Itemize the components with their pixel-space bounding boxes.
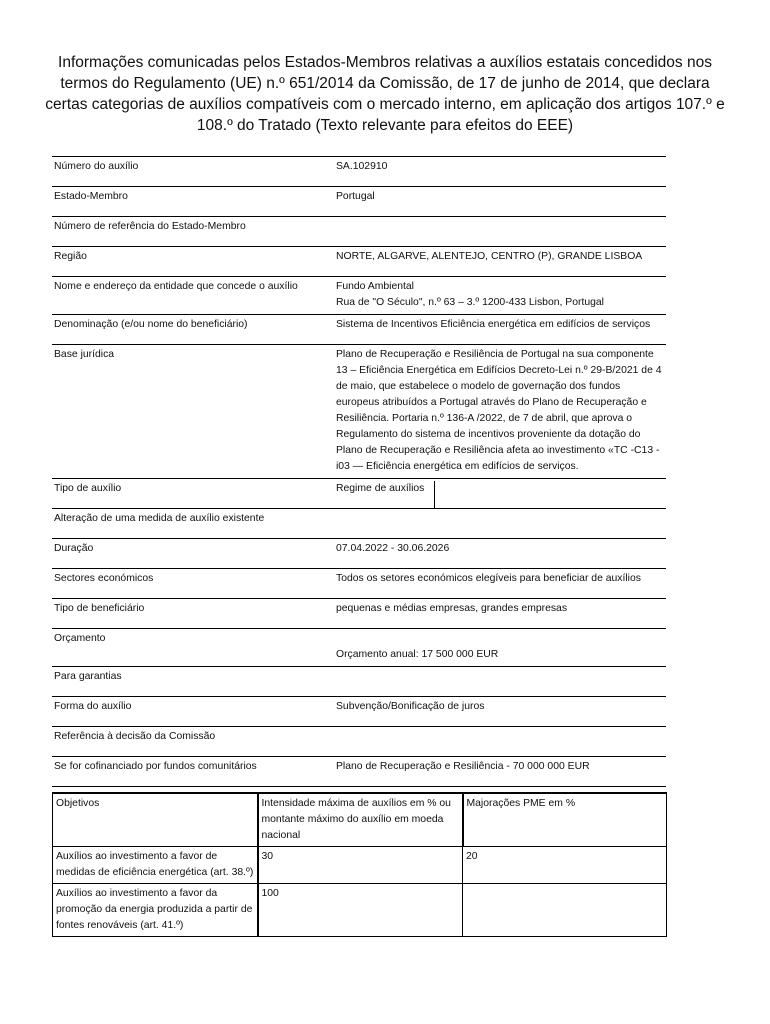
sme-cell: 20: [463, 847, 667, 884]
row-label: Alteração de uma medida de auxílio existente: [52, 509, 334, 539]
objective-cell: Auxílios ao investimento a favor de medidas de eficiência energética (art. 38.º): [53, 847, 258, 884]
aid-type-value: Regime de auxílios: [336, 481, 435, 509]
sme-cell: [463, 884, 667, 937]
table-row: [52, 727, 666, 757]
row-value: [334, 277, 666, 315]
row-label: Para garantias: [52, 667, 334, 697]
table-row: [52, 629, 666, 667]
row-value: pequenas e médias empresas, grandes empresas: [334, 599, 666, 629]
row-value: Plano de Recuperação e Resiliência - 70 000 000 EUR: [334, 757, 666, 787]
table-row: [53, 847, 667, 884]
row-value: Todos os setores económicos elegíveis para beneficiar de auxílios: [334, 569, 666, 599]
row-value: [334, 217, 666, 247]
row-value: [334, 727, 666, 757]
row-label: Forma do auxílio: [52, 697, 334, 727]
row-label: Região: [52, 247, 334, 277]
table-row: [52, 757, 666, 787]
entity-name: Fundo Ambiental: [336, 281, 414, 292]
table-row: [52, 599, 666, 629]
row-label: Orçamento: [52, 629, 334, 667]
document-title: Informações comunicadas pelos Estados-Membros relativas a auxílios estatais concedidos nos termos do Regulamento (UE) n.º 651/2014 da Comissão, de 17 de junho de 2014, que declara certas categorias de auxílios compatíveis com o mercado interno, em aplicação dos artigos 107.º e 108.º do Tratado (Texto relevante para efeitos do EEE): [45, 54, 725, 134]
row-label: Estado-Membro: [52, 187, 334, 217]
objectives-table: [52, 792, 667, 937]
objectives-header-row: [53, 793, 667, 847]
table-row: [53, 884, 667, 937]
row-value: [334, 509, 666, 539]
table-row: [52, 569, 666, 599]
row-label: Se for cofinanciado por fundos comunitários: [52, 757, 334, 787]
table-row: [52, 479, 666, 509]
objectives-header: Objetivos: [53, 793, 258, 847]
intensity-cell: 100: [258, 884, 463, 937]
table-row: [52, 539, 666, 569]
row-value: [334, 667, 666, 697]
table-row: [52, 247, 666, 277]
intensity-cell: 30: [258, 847, 463, 884]
row-label: Denominação (e/ou nome do beneficiário): [52, 315, 334, 345]
row-label: Duração: [52, 539, 334, 569]
row-label: Número do auxílio: [52, 157, 334, 187]
row-value: NORTE, ALGARVE, ALENTEJO, CENTRO (P), GRANDE LISBOA: [334, 247, 666, 277]
table-row: [52, 667, 666, 697]
objective-cell: Auxílios ao investimento a favor da promoção da energia produzida a partir de fontes renováveis (art. 41.º): [53, 884, 258, 937]
aid-info-table: [52, 156, 666, 787]
row-value: Orçamento anual: 17 500 000 EUR: [334, 629, 666, 667]
table-row: [52, 697, 666, 727]
row-label: Nome e endereço da entidade que concede o auxílio: [52, 277, 334, 315]
table-row: [52, 315, 666, 345]
row-value: 07.04.2022 - 30.06.2026: [334, 539, 666, 569]
row-label: Referência à decisão da Comissão: [52, 727, 334, 757]
table-row: [52, 157, 666, 187]
row-label: Tipo de beneficiário: [52, 599, 334, 629]
table-row: [52, 345, 666, 479]
row-value: [334, 479, 666, 509]
row-value: Sistema de Incentivos Eficiência energética em edifícios de serviços: [334, 315, 666, 345]
row-value: Subvenção/Bonificação de juros: [334, 697, 666, 727]
table-row: [52, 509, 666, 539]
table-row: [52, 217, 666, 247]
entity-address: Rua de "O Século", n.º 63 – 3.º 1200-433 Lisbon, Portugal: [336, 297, 604, 308]
row-value: Portugal: [334, 187, 666, 217]
row-value: Plano de Recuperação e Resiliência de Portugal na sua componente 13 – Eficiência Energética em Edifícios Decreto-Lei n.º 29-B/2021 de 4 de maio, que estabelece o modelo de governação dos fundos europeus atribuídos a Portugal através do Plano de Recuperação e Resiliência. Portaria n.º 136-A /2022, de 7 de abril, que aprova o Regulamento do sistema de incentivos proveniente da dotação do Plano de Recuperação e Resiliência afeta ao investimento «TC -C13 -i03 — Eficiência energética em edifícios de serviços.: [334, 345, 666, 479]
row-label: Sectores económicos: [52, 569, 334, 599]
row-label: Número de referência do Estado-Membro: [52, 217, 334, 247]
row-label: Tipo de auxílio: [52, 479, 334, 509]
table-row: [52, 187, 666, 217]
intensity-header: Intensidade máxima de auxílios em % ou montante máximo do auxílio em moeda nacional: [258, 793, 463, 847]
row-label: Base jurídica: [52, 345, 334, 479]
row-value: SA.102910: [334, 157, 666, 187]
table-row: [52, 277, 666, 315]
sme-header: Majorações PME em %: [463, 793, 667, 847]
